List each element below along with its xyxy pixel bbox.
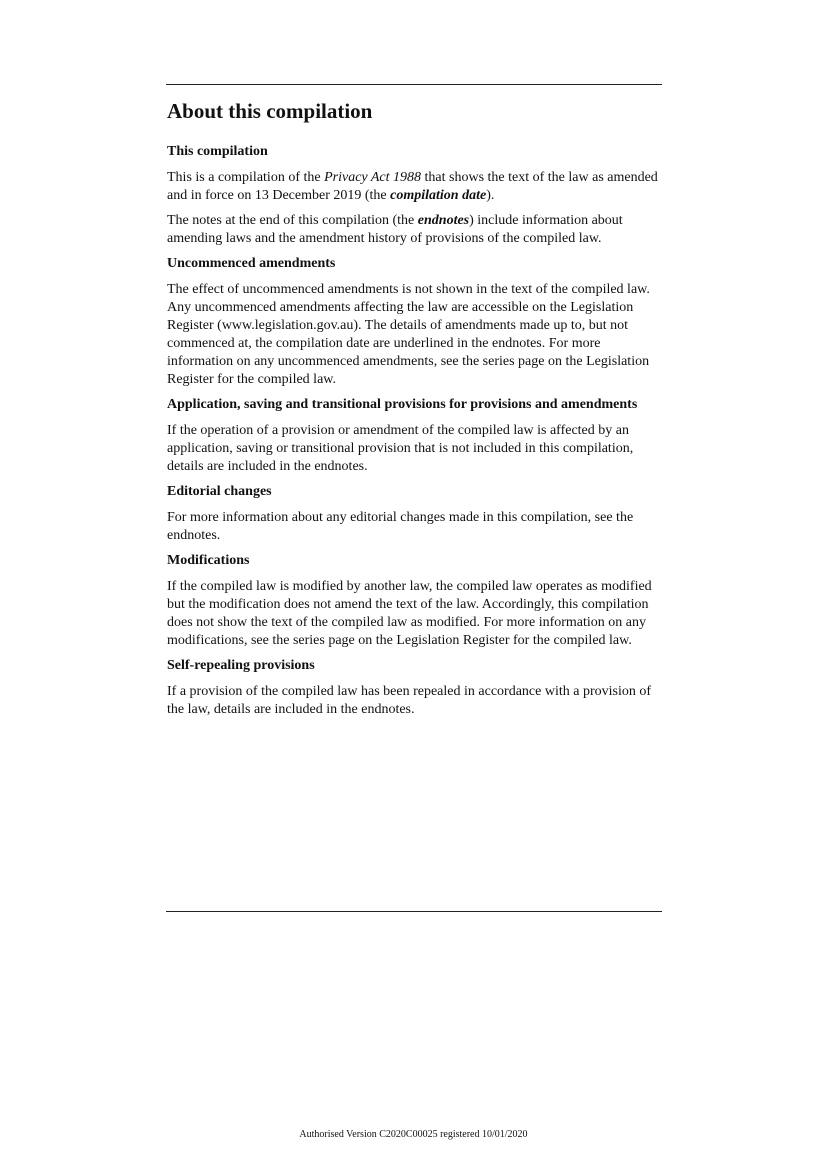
defined-term-endnotes: endnotes bbox=[417, 213, 470, 228]
heading-application-provisions: Application, saving and transitional provisions for provisions and amendments bbox=[167, 397, 638, 412]
page-title: About this compilation bbox=[167, 99, 373, 123]
paragraph-application-provisions: If the operation of a provision or amendment of the compiled law is affected by an application, saving or transitional provision that is not included in this compilation, details are included in the endnotes. bbox=[167, 423, 634, 474]
paragraph-this-compilation: This is a compilation of the Privacy Act 1988 that shows the text of the law as amended and in force on 13 December 2019 (the compilation date). bbox=[167, 170, 658, 203]
page-content bbox=[167, 98, 661, 726]
heading-editorial-changes: Editorial changes bbox=[167, 484, 272, 499]
bottom-divider bbox=[166, 911, 662, 912]
heading-self-repealing: Self-repealing provisions bbox=[167, 658, 315, 673]
paragraph-endnotes: The notes at the end of this compilation (the endnotes) include information about amending laws and the amendment history of provisions of the compiled law. bbox=[167, 213, 623, 246]
paragraph-uncommenced-amendments: The effect of uncommenced amendments is not shown in the text of the compiled law. Any uncommenced amendments affecting the law are accessible on the Legislation Register (www.legislation.gov.au). The details of amendments made up to, but not commenced at, the compilation date are underlined in the endnotes. For more information on any uncommenced amendments, see the series page on the Legislation Register for the compiled law. bbox=[167, 282, 650, 387]
heading-this-compilation: This compilation bbox=[167, 144, 268, 159]
top-divider bbox=[166, 84, 662, 85]
paragraph-self-repealing: If a provision of the compiled law has been repealed in accordance with a provision of the law, details are included in the endnotes. bbox=[167, 684, 651, 717]
act-name: Privacy Act 1988 bbox=[324, 170, 422, 185]
defined-term-compilation-date: compilation date bbox=[390, 188, 487, 203]
heading-uncommenced-amendments: Uncommenced amendments bbox=[167, 256, 336, 271]
paragraph-editorial-changes: For more information about any editorial changes made in this compilation, see the endnotes. bbox=[167, 510, 634, 543]
heading-modifications: Modifications bbox=[167, 553, 250, 568]
paragraph-modifications: If the compiled law is modified by another law, the compiled law operates as modified but the modification does not amend the text of the law. Accordingly, this compilation does not show the text of the compiled law as modified. For more information on any modifications, see the series page on the Legislation Register for the compiled law. bbox=[167, 579, 652, 648]
page-footer: Authorised Version C2020C00025 registered 10/01/2020 bbox=[299, 1129, 528, 1140]
